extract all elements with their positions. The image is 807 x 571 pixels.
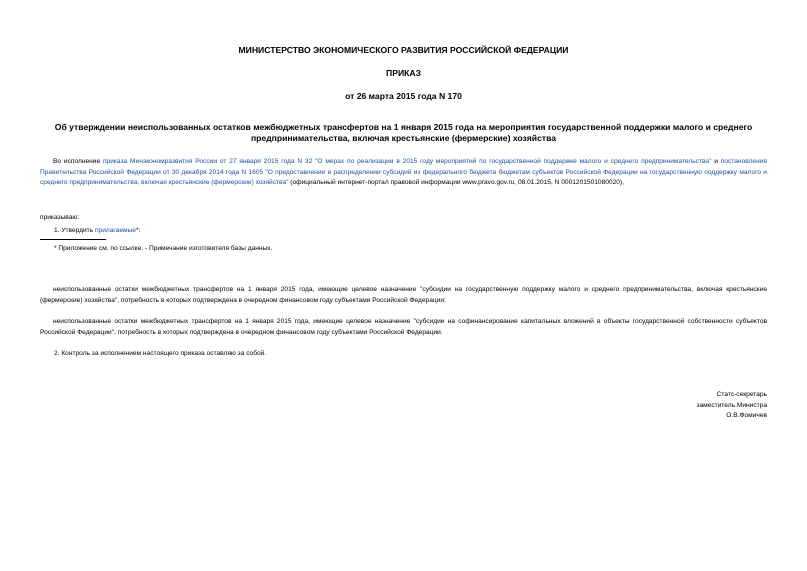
item-1-suffix: *: <box>135 227 141 234</box>
footnote-divider <box>40 239 106 240</box>
document-date: от 26 марта 2015 года N 170 <box>345 91 462 101</box>
signature-block <box>696 390 767 422</box>
intro-suffix: (официальный интернет-портал правовой информации www.pravo.gov.ru, 08.01.2015, N 0001201501080020), <box>288 179 624 186</box>
intro-paragraph <box>40 157 767 189</box>
attachment-link[interactable]: прилагаемые <box>94 227 136 234</box>
footnote: * Приложение см. по ссылке. - Примечание изготовителя базы данных. <box>54 245 273 252</box>
signature-position: Статс-секретарь <box>716 391 767 398</box>
intro-middle: и <box>711 158 721 165</box>
signature-name: О.В.Фомичев <box>726 412 767 419</box>
item-2: 2. Контроль за исполнением настоящего приказа оставляю за собой. <box>54 350 267 357</box>
resolution-1605-link[interactable]: постановления Правительства Российской Федерации от 30 декабря 2014 года N 1605 "О предоставлении и распределении субсидий из федерального бюджета бюджетам субъектов Российской Федерации на государственную поддержку малого и среднего предпринимательства, включая крестьянские (фермерские) хозяйства" <box>40 158 767 186</box>
ministry-heading: МИНИСТЕРСТВО ЭКОНОМИЧЕСКОГО РАЗВИТИЯ РОССИЙСКОЙ ФЕДЕРАЦИИ <box>238 45 569 55</box>
order-word: приказываю: <box>40 214 80 221</box>
approved-item-2: неиспользованные остатки межбюджетных трансфертов на 1 января 2015 года, имеющие целевое назначение "субсидии на софинансирование капитальных вложений в объекты государственной собственности субъектов Российской Федерации", потребность в которых подтверждена в очередном финансовом году субъектами Российской Федерации. <box>40 318 767 336</box>
item-1-prefix: 1. Утвердить <box>54 227 95 234</box>
document-title: Об утверждении неиспользованных остатков межбюджетных трансфертов на 1 января 2015 года на мероприятия государственной поддержки малого и среднего предпринимательства, включая крестьянские (фермерские) хозяйства <box>54 122 753 143</box>
signature-title: заместитель Министра <box>696 401 767 409</box>
document-type: ПРИКАЗ <box>386 68 421 78</box>
item-1 <box>54 226 354 237</box>
order-32-link[interactable]: приказа Минэкономразвития России от 27 января 2015 года N 32 "О мерах по реализации в 2015 году мероприятий по государственной поддержке малого и среднего предпринимательства" <box>102 158 712 165</box>
intro-prefix: Во исполнение <box>53 158 103 165</box>
approved-item-1: неиспользованные остатки межбюджетных трансфертов на 1 января 2015 года, имеющие целевое назначение "субсидии на государственную поддержку малого и среднего предпринимательства, включая крестьянские (фермерские) хозяйства", потребность в которых подтверждена в очередном финансовом году субъектами Российской Федерации; <box>40 286 767 304</box>
